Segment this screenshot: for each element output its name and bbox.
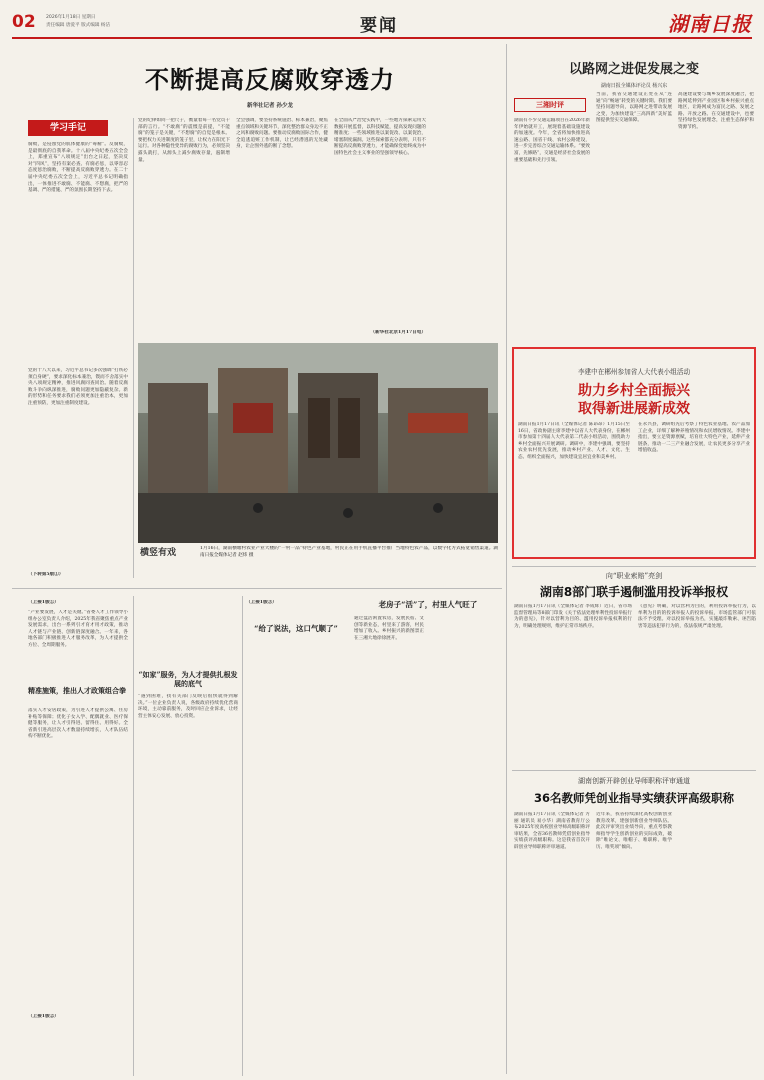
feature-kicker: 李建中在郴州参加省人大代表小组活动 — [577, 368, 691, 376]
editor-line: 责任编辑 唐爱平 版式编辑 杨洁 — [46, 23, 111, 28]
lead-col4: 在全面从严治党实践中，一些地方探索运用大数据开展监督，以科技赋能，提高发现问题的精准度；一些领域推进以案促改、以案促治，堵塞制度漏洞。这些探索都充分表明，只有不断提高反腐败穿透力，才能确保党始终成为中国特色社会主义事业的坚强领导核心。 — [334, 118, 426, 156]
article2-continued2: （上接1版②） — [28, 1014, 59, 1019]
news3-col3 — [678, 812, 754, 1074]
article2-continued3: （上接1版③） — [246, 600, 277, 605]
news2-title: 湖南8部门联手遏制滥用投诉举报权 — [539, 585, 729, 599]
lead-end-note: （新华社北京1月17日电） — [370, 330, 426, 335]
article2-col3 — [246, 640, 346, 1074]
feature-title-line1: 助力乡村全面振兴 — [578, 383, 690, 399]
sidebar-col2: 当前，我省交通建设正处在从“连通”向“畅通”转变的关键时期。我们要坚持问题导向，以路网之进带动发展之变，为加快建设“三高四新”美好蓝图提供坚实交通保障。 — [596, 92, 672, 124]
sidebar-byline: 湖南日报全媒体评论员 杨兴东 — [600, 83, 668, 89]
date-line: 2026年1月18日 星期日 — [46, 15, 96, 20]
article2-body1: “产业要发展，人才是关键。”省委人才工作领导小组办公室负责人介绍，2025年我省聚焦重点产业发展需求，出台一系列引才育才用才政策，推动人才链与产业链、创新链深度融合。一年来，各地各部门积极推进人才服务改革，为人才提供全方位、全周期服务。 — [28, 610, 128, 648]
article2-body4: 通过盘活闲置农房，发展民宿、文创等新业态，村里来了游客，村民增加了收入。乡村振兴的新图景正在三湘大地徐徐展开。 — [354, 616, 424, 641]
feature-title-line2: 取得新进展新成效 — [578, 401, 690, 417]
masthead-logo: 湖南日报 — [668, 12, 752, 36]
news3-title: 36名教师凭创业指导实绩获评高级职称 — [533, 791, 734, 805]
lead-col5 — [432, 118, 498, 336]
column-label — [28, 120, 108, 136]
article2-body3: “遇到困难，找有关部门反映后很快就得到解决。”一位企业负责人说，各级政府持续优化营商环境，主动靠前服务，及时回应企业诉求，让经营主体安心发展、放心投资。 — [138, 694, 238, 719]
feature-body1: 湖南日报1月17日讯（全媒体记者 陈昂昂）1月15日至16日，省政协副主席李建中以省人大代表身份，在郴州市参加第十四届人大代表第二代表小组活动，围绕助力乡村全面振兴开展调研。调研中，李建中强调，要坚持农业农村优先发展，推动乡村产业、人才、文化、生态、组织全面振兴，加快建设宜居宜业和美乡村。 — [518, 422, 630, 460]
photo-tag-text: 横竖有戏 — [140, 548, 177, 558]
divider — [242, 596, 243, 1076]
article2-subhead3: “给了说法，这口气顺了” — [254, 624, 338, 633]
section-divider — [512, 770, 756, 771]
masthead — [12, 8, 752, 38]
article2-col2 — [138, 600, 238, 666]
masthead-rule — [12, 37, 752, 39]
article2-subhead1: 精准施策，推出人才政策组合拳 — [28, 686, 126, 695]
news3-body2: 近年来，我省持续深化高校创新创业教育改革，建强创新创业导师队伍。此次评审突出业绩导向，重点考察教师指导学生创新创业的实际成效，破除“唯论文、唯帽子、唯职称、唯学历、唯奖项”倾向。 — [596, 812, 672, 850]
article2-subhead2: “如家”服务，为人才提供扎根发展的底气 — [138, 670, 238, 688]
lead-continued: （下转第5版①） — [28, 572, 64, 577]
sidebar-label-text: 三湘时评 — [536, 101, 564, 109]
lead-col1b: 党的十八大以来，习近平总书记多次强调“打铁必须自身硬”，要求深化标本兼治，锲而不舍落实中央八项规定精神，推进风腐同查同治。随着反腐败斗争向纵深推进，腐败问题更加隐蔽复杂。新的形势和任务要求我们必须更加注重治本，更加注重预防，更加注重制度建设。 — [28, 368, 128, 406]
lead-col2: 党的纪律如同一把尺子，衡量着每一名党员干部的言行。“不敢腐”的震慑是前提，“不能腐”的笼子是关键，“不想腐”的自觉是根本。要把权力关进制度的笼子里，让权力在阳光下运行。对各种隐性变异的腐败行为，必须坚决露头就打，从源头上减少腐败存量，遏制增量。 — [138, 118, 230, 163]
lead-col3: 全会强调，要坚持系统施治、标本兼治，聚焦重点领域和关键环节，深化整治群众身边不正之风和腐败问题。要推动反腐败国际合作，健全追逃追赃工作机制，让已经潜逃的无处藏身，让企图外逃的断了念想。 — [236, 118, 328, 150]
street-scene-illustration — [138, 343, 498, 543]
divider — [133, 118, 134, 578]
news2-kicker: 向“职业索赔”亮剑 — [605, 572, 663, 580]
photo-tag — [140, 548, 188, 559]
news3-body1: 湖南日报1月17日讯（全媒体记者 方丽 通讯员 易小华）湖南省教育厅公布2025年度高校创业导师高级职称评审结果，全省36名教师凭借创业指导实绩获评高级职称。这是我省首次开辟创业导师职称评审通道。 — [514, 812, 590, 850]
sidebar-col1: 湖南有不少交通运输项目在2026年新年伊始就开工，展现着基础设施建设的加速度。今年，全省将加快推进高速公路、国省干线、农村公路建设，进一步完善综合交通运输体系。“要致富，先修路”，交通是经济社会发展的重要基础和先行引领。 — [514, 118, 590, 163]
news2-body2: 《意见》明确，对以营利为目的，利用投诉举报行为，以牟利为目的的投诉举报人的投诉举报，市场监管部门可依法不予受理。对以投诉举报为名，实施敲诈勒索、诬告陷害等违法犯罪行为的，依法依规严肃处理。 — [638, 604, 756, 629]
lead-byline: 新华社记者 孙少龙 — [247, 103, 293, 109]
section-title: 要闻 — [360, 16, 398, 36]
sidebar-col3: 高速建设要与城乡发展深度融合，把路网延伸到产业园区和乡村振兴重点地区，让路网成为富民之路、发展之路、开放之路。在交通建设中，也要坚持绿色发展理念，注重生态保护和资源节约。 — [678, 92, 754, 130]
news3-kicker: 湖南创新开辟创业导师职称评审通道 — [578, 777, 690, 785]
sidebar-title: 以路网之进促发展之变 — [568, 62, 699, 77]
column-divider — [506, 44, 507, 1074]
news2-body1: 湖南日报1月17日讯（全媒体记者 李成辉）近日，省市场监督管理局等8部门印发《关于依法处理牟利性投诉举报行为的意见》，针对以营利为目的、滥用投诉举报权利的行为，明确处理规则，维护正常市场秩序。 — [514, 604, 632, 629]
lead-col1: 腐败，是侵蚀党的肌体健康的“毒瘤”。反腐败，是最彻底的自我革命。十八届中央纪委五次全会上，郑重宣布“八项规定”出台之日起，坚决反对“四风”，坚持有案必查、有腐必惩，以零容忍态度惩治腐败，不断提高反腐败穿透力。在二十届中央纪委五次全会上，习近平总书记明确指出，一体推进不敢腐、不能腐、不想腐，把严的基调、严的措施、严的氛围长期坚持下去。 — [28, 142, 128, 194]
section-divider — [12, 588, 502, 589]
column-label-text: 学习手记 — [49, 123, 86, 133]
photo-caption: 1月16日，湖南横塘村农业产业大楼的“一村一品”特色产业基地，村民正在用手机直播平台推广当地特色农产品，以数字化方式拓宽销售渠道。湖南日报全媒体记者 赵炜 摄 — [200, 546, 498, 558]
article2-subhead4: 老房子“活”了，村里人气旺了 — [378, 600, 478, 609]
divider — [133, 596, 134, 1076]
article2-body2b — [28, 1024, 128, 1074]
sidebar-label — [514, 98, 586, 112]
article2-col5 — [430, 616, 502, 1074]
article2-body2: 落实人才安居政策，为引进人才提供公寓、住房补贴等保障；优化子女入学、配偶就业、医疗保健等服务，让人才引得进、留得住、用得好。全省新引进高层次人才数量持续增长，人才队伍结构不断优化。 — [28, 708, 128, 740]
section-divider — [512, 566, 756, 567]
lead-title: 不断提高反腐败穿透力 — [145, 66, 395, 94]
news-photo — [138, 343, 498, 543]
feature-body2: 在永兴县，调研组先后考察了特色农业基地、农产品加工企业，详细了解种养殖情况和农民增收情况。李建中指出，要立足资源禀赋，培育壮大特色产业，延伸产业链条，推动一二三产业融合发展，让农民更多分享产业增值收益。 — [638, 422, 750, 454]
article2-continued: （上接1版①） — [28, 600, 59, 605]
page-number: 02 — [12, 12, 36, 32]
